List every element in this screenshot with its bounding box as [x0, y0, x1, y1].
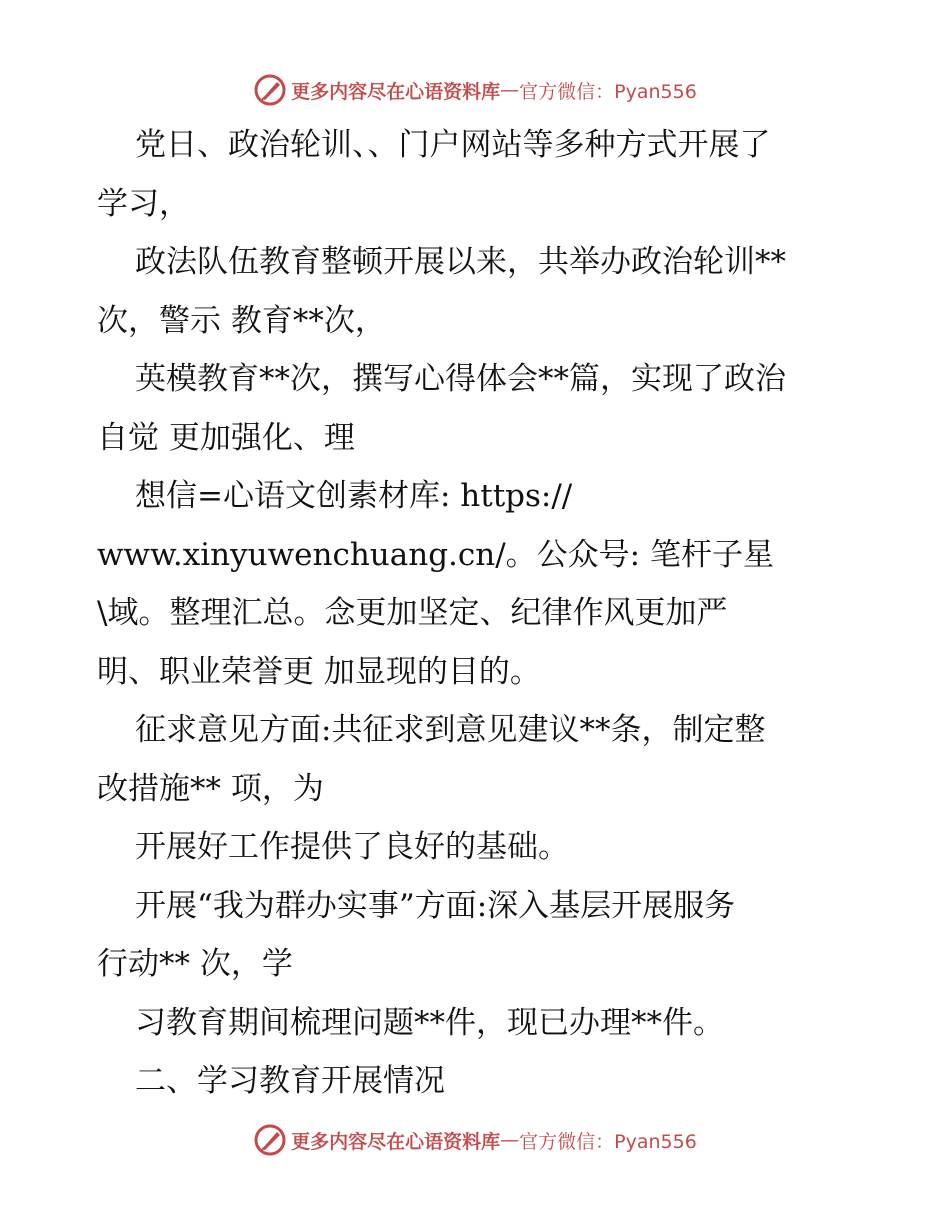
text-line: 改措施** 项，为 — [97, 770, 324, 807]
watermark-dash: — — [500, 1129, 520, 1151]
watermark-dash: — — [500, 79, 520, 101]
text-line: \域。整理汇总。念更加坚定、纪律作风更加严 — [97, 595, 728, 631]
header-watermark — [0, 70, 950, 110]
footer-watermark — [0, 1120, 950, 1160]
text-line: 想信=心语文创素材库: https:// — [135, 478, 573, 514]
text-line-url: www.xinyuwenchuang.cn/。公众号: 笔杆子星 — [97, 536, 774, 573]
text-line: 政法队伍教育整顿开展以来，共举办政治轮训** — [135, 244, 786, 280]
watermark-main-text: 更多内容尽在心语资料库 — [291, 80, 501, 103]
text-line: 开展“我为群办实事”方面:深入基层开展服务 — [135, 887, 736, 924]
text-line: 征求意见方面:共征求到意见建议**条，制定整 — [135, 712, 766, 748]
text-line: 党日、政治轮训、、门户网站等多种方式开展了 — [135, 127, 771, 163]
text-line: 学习， — [97, 185, 190, 222]
quill-logo-icon — [253, 73, 287, 107]
text-line: 次，警示 教育**次， — [97, 302, 386, 339]
watermark-main-text: 更多内容尽在心语资料库 — [291, 1130, 501, 1153]
text-line: 英模教育**次，撰写心得体会**篇，实现了政治 — [135, 361, 786, 397]
text-line: 行动** 次，学 — [97, 946, 293, 982]
document-body — [97, 116, 877, 1111]
quill-logo-icon — [253, 1123, 287, 1157]
watermark-account-text: 官方微信：Pyan556 — [519, 1130, 697, 1153]
text-line: 自觉 更加强化、理 — [97, 419, 355, 456]
text-line: 习教育期间梳理问题**件，现已办理**件。 — [135, 1004, 724, 1041]
text-line: 明、职业荣誉更 加显现的目的。 — [97, 653, 541, 690]
watermark-account-text: 官方微信：Pyan556 — [519, 80, 697, 103]
text-line: 开展好工作提供了良好的基础。 — [135, 829, 569, 865]
section-heading: 二、学习教育开展情况 — [135, 1063, 445, 1099]
